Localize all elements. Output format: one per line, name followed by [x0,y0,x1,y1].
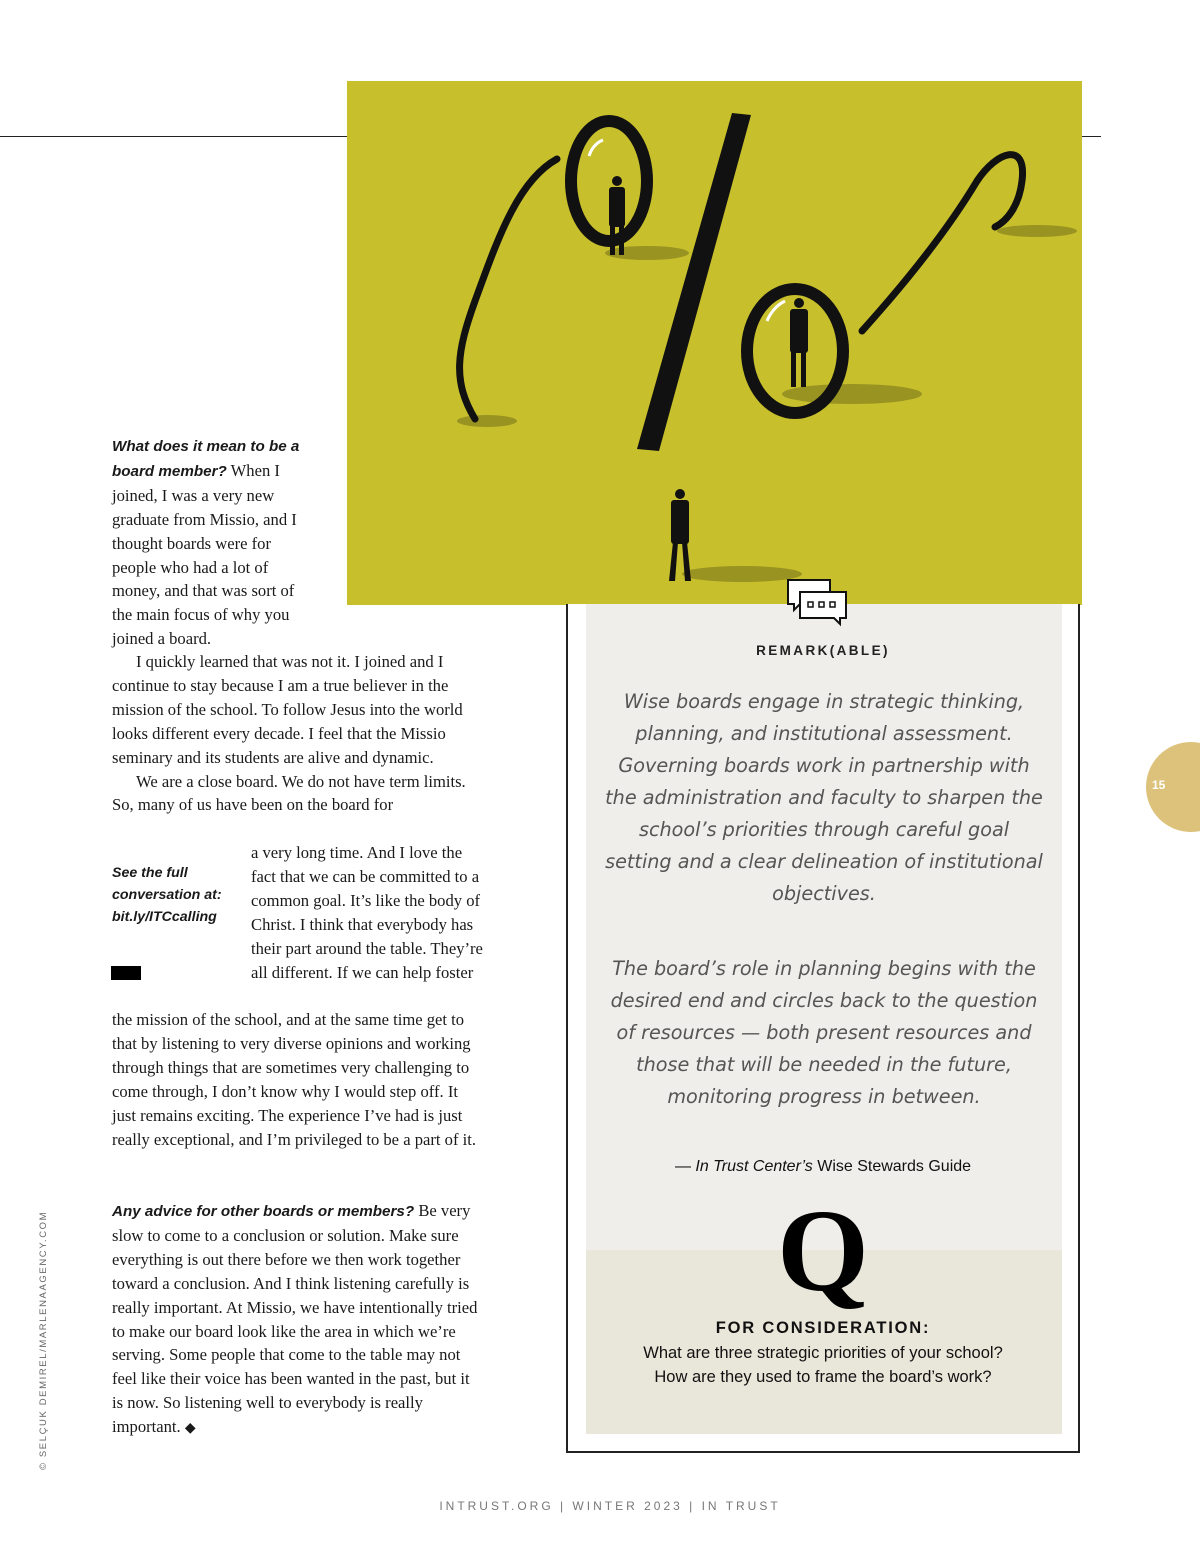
photo-credit: © SELÇUK DEMIREL/MARLENAAGENCY.COM [38,1210,49,1470]
attribution-title: Wise Stewards Guide [812,1158,972,1175]
chat-bubbles-icon [786,578,848,628]
article-paragraph-2: I quickly learned that was not it. I joined and I continue to stay because I am a true believer in the mission of the school. To follow Jesus into the world looks different every decade. I feel that the Missio seminary and its students are alive and dynamic. [112,652,463,767]
article-paragraph-3a: We are a close board. We do not have term limits. So, many of us have been on the board for [112,771,466,815]
big-q-letter: Q [777,1185,869,1316]
answer-text-1: When I joined, I was a very new graduate from Missio, and I thought boards were for people who had a lot of money, and that was sort of the main focus of why you joined a board. [112,460,297,649]
page-number: 15 [1152,778,1166,792]
article-paragraph-3b [251,841,484,984]
question-heading-1: What does it mean to be a board member? [112,438,300,480]
quote-attribution [566,1158,1080,1176]
aside-bar [111,966,141,980]
answer-text-2: Be very slow to come to a conclusion or solution. Make sure everything is out there before we then work together toward a conclusion. And I think listening carefully is really important. At Missio, we have intentionally tried to make our board look like the area in which we’re serving. Some people that come to the table may not feel like their voice has been wanted in the past, but it is now. So listening well to everybody is really important. [112,1201,478,1437]
article-paragraphs-2-3 [112,650,484,817]
article-paragraph-1 [112,434,312,651]
sidebar-quote-2: The board’s role in planning begins with the desired end and circles back to the question of resources — both present resources and those that will be needed in the future, monitoring progress in between. [610,957,1038,1108]
percent-sign-figures-icon [347,81,1082,605]
page-footer: INTRUST.ORG | WINTER 2023 | IN TRUST [439,1499,781,1513]
article-paragraph-4 [112,1199,484,1441]
article-paragraph-3b-text: a very long time. And I love the fact that we can be committed to a common goal. It’s like the body of Christ. I think that everybody has their part around the table. They’re all different. If we can help foster [251,843,483,982]
attribution-dash: — [674,1158,696,1175]
percent-illustration [347,81,1082,605]
consideration-heading: FOR CONSIDERATION: [715,1319,931,1337]
sidebar-quote-1: Wise boards engage in strategic thinking, planning, and institutional assessment. Governing boards work in partnership with the administration and faculty to sharpen the school’s priorities through careful goal setting and a clear delineation of institutional objectives. [605,690,1043,905]
article-paragraph-3c [112,1008,484,1151]
question-heading-2: Any advice for other boards or members? [112,1203,415,1220]
attribution-source: In Trust Center’s [695,1158,813,1175]
end-mark-icon: ◆ [184,1421,196,1437]
sidebar-kicker: REMARK(ABLE) [756,643,890,658]
see-full-conversation-note: See the full conversation at: bit.ly/ITCcalling [112,865,222,925]
consideration-text: What are three strategic priorities of your school? How are they used to frame the board’s work? [643,1344,1003,1386]
article-paragraph-3c-text: the mission of the school, and at the same time get to that by listening to very diverse opinions and working through things that are sometimes very challenging to come through, I don’t know why I would step off. It just remains exciting. The experience I’ve had is just really exceptional, and I’m privileged to be a part of it. [112,1010,477,1149]
